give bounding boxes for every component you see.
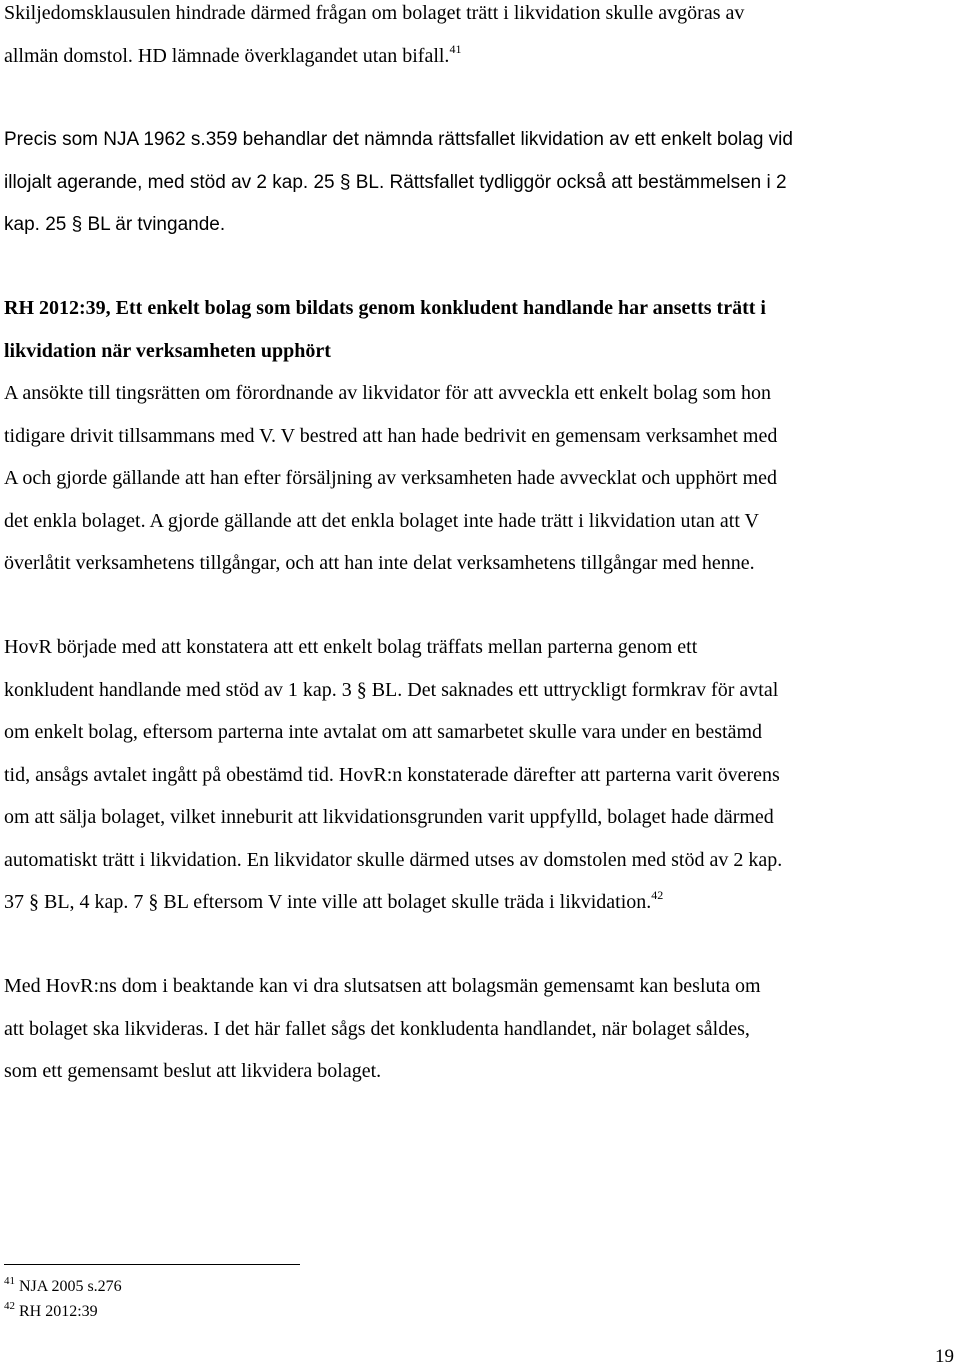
paragraph-4 xyxy=(4,626,956,924)
paragraph-1-line-1: Skiljedomsklausulen hindrade därmed frågan om bolaget trätt i likvidation skulle avgöras av xyxy=(4,2,745,24)
paragraph-3-line-5: överlåtit verksamhetens tillgångar, och att han inte delat verksamhetens tillgångar med henne. xyxy=(4,552,755,574)
footnote-41 xyxy=(4,1277,122,1297)
paragraph-5-line-2: att bolaget ska likvideras. I det här fallet sågs det konkludenta handlandet, när bolaget såldes, xyxy=(4,1017,750,1040)
footnote-ref-41[interactable]: 41 xyxy=(449,41,462,56)
paragraph-2-line-1: Precis som NJA 1962 s.359 behandlar det nämnda rättsfallet likvidation av ett enkelt bolag vid xyxy=(4,129,793,150)
footnote-42-number: 42 xyxy=(4,1300,15,1312)
footnote-42 xyxy=(4,1302,98,1322)
paragraph-1-line-2: allmän domstol. HD lämnade överklagandet utan bifall. xyxy=(4,44,450,67)
document-page xyxy=(4,0,956,1369)
paragraph-5-line-3: som ett gemensamt beslut att likvidera bolaget. xyxy=(4,1060,382,1082)
paragraph-2 xyxy=(4,119,956,247)
footnote-ref-42[interactable]: 42 xyxy=(651,888,664,902)
case-heading-line-1: RH 2012:39, Ett enkelt bolag som bildats genom konkludent handlande har ansetts trätt i xyxy=(4,297,766,319)
footnote-41-number: 41 xyxy=(4,1275,15,1287)
paragraph-4-line-3: om enkelt bolag, eftersom parterna inte avtalat om att samarbetet skulle vara under en bestämd xyxy=(4,721,763,743)
paragraph-3 xyxy=(4,287,956,585)
footnote-42-text: RH 2012:39 xyxy=(19,1303,98,1320)
paragraph-3-line-2: tidigare drivit tillsammans med V. V bestred att han hade bedrivit en gemensam verksamhet med xyxy=(4,424,778,447)
footnote-separator xyxy=(4,1264,300,1265)
paragraph-5-line-1: Med HovR:ns dom i beaktande kan vi dra slutsatsen att bolagsmän gemensamt kan besluta om xyxy=(4,975,761,997)
paragraph-4-line-4: tid, ansågs avtalet ingått på obestämd tid. HovR:n konstaterade därefter att parterna varit överens xyxy=(4,763,780,786)
paragraph-4-line-2: konkludent handlande med stöd av 1 kap. 3 § BL. Det saknades ett uttryckligt formkrav för avtal xyxy=(4,678,779,701)
paragraph-2-line-2: illojalt agerande, med stöd av 2 kap. 25 § BL. Rättsfallet tydliggör också att bestämmelsen i 2 xyxy=(4,171,787,193)
paragraph-3-line-1: A ansökte till tingsrätten om förordnande av likvidator för att avveckla ett enkelt bolag som hon xyxy=(4,382,772,404)
case-heading-line-2: likvidation när verksamheten upphört xyxy=(4,339,331,362)
footnote-41-text: NJA 2005 s.276 xyxy=(19,1278,122,1295)
paragraph-3-line-3: A och gjorde gällande att han efter försäljning av verksamheten hade avvecklat och upphört med xyxy=(4,467,778,489)
paragraph-5 xyxy=(4,965,956,1093)
page-number: 19 xyxy=(935,1346,954,1367)
paragraph-1 xyxy=(4,0,956,77)
paragraph-4-line-7: 37 § BL, 4 kap. 7 § BL eftersom V inte ville att bolaget skulle träda i likvidation. xyxy=(4,891,652,913)
paragraph-4-line-6: automatiskt trätt i likvidation. En likvidator skulle därmed utses av domstolen med stöd av 2 kap. xyxy=(4,848,783,871)
paragraph-3-line-4: det enkla bolaget. A gjorde gällande att det enkla bolaget inte hade trätt i likvidation utan att V xyxy=(4,509,759,532)
paragraph-4-line-1: HovR började med att konstatera att ett enkelt bolag träffats mellan parterna genom ett xyxy=(4,636,698,658)
paragraph-2-line-3: kap. 25 § BL är tvingande. xyxy=(4,214,226,235)
paragraph-4-line-5: om att sälja bolaget, vilket inneburit att likvidationsgrunden varit uppfylld, bolaget hade därmed xyxy=(4,806,774,828)
